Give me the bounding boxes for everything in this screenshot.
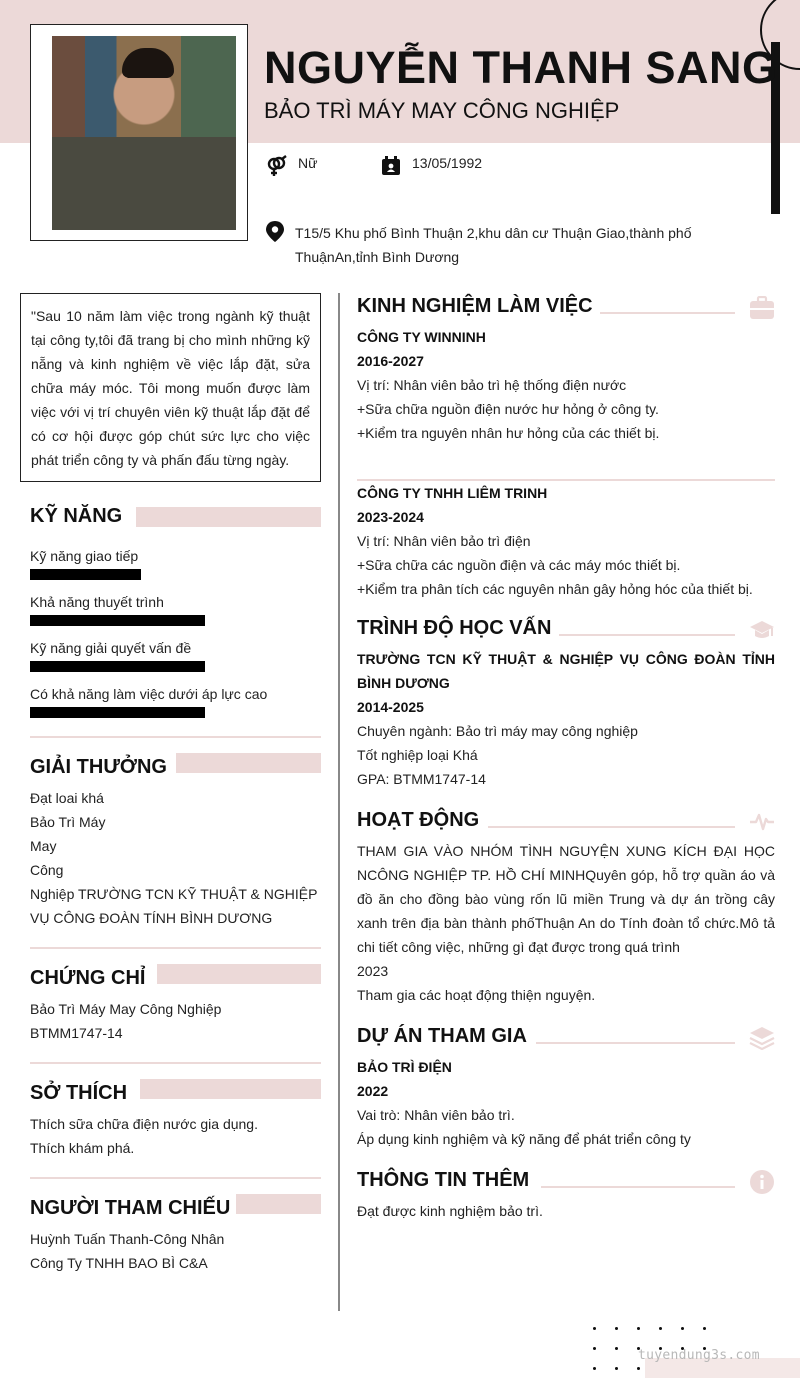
activities-section [357, 809, 775, 1007]
title-rule [488, 826, 735, 828]
skills-list [30, 545, 321, 718]
references-section [30, 1197, 321, 1275]
section-divider [30, 736, 321, 738]
decorative-dot [703, 1327, 706, 1330]
project-year: 2022 [357, 1083, 389, 1099]
briefcase-icon [749, 295, 775, 321]
title-accent-bar [136, 507, 321, 527]
decorative-dot [637, 1367, 640, 1370]
job-detail: +Sữa chữa các nguồn điện và các máy móc thiết bị. [357, 557, 681, 573]
decorative-dot [615, 1347, 618, 1350]
certificates-section [30, 967, 321, 1045]
activity-note: Tham gia các hoạt động thiện nguyện. [357, 987, 596, 1003]
decorative-dot [681, 1327, 684, 1330]
watermark: tuyendung3s.com [638, 1348, 760, 1363]
title-accent-bar [157, 964, 321, 984]
reference-item: Huỳnh Tuấn Thanh-Công Nhân [30, 1231, 225, 1247]
title-rule [541, 1186, 735, 1188]
job-detail: +Kiểm tra nguyên nhân hư hỏng của các thiết bị. [357, 425, 660, 441]
decorative-dot [637, 1327, 640, 1330]
career-objective: "Sau 10 năm làm việc trong ngành kỹ thuật tại công ty,tôi đã trang bị cho mình những kỹ nẵng và kinh nghiệm về việc lắp đặt, sửa chữa máy móc. Tôi mong muốn được làm việc với vị trí chuyên viên kỹ thuật lắp đặt để có cơ hội được góp chút sức lực cho việc phát triển công ty và phấn đấu từng ngày. [20, 293, 321, 482]
skills-section [30, 505, 321, 729]
job-detail: Vị trí: Nhân viên bảo trì hệ thống điện nước [357, 377, 627, 393]
skill-level-bar [30, 661, 205, 672]
decorative-dot [615, 1367, 618, 1370]
hobbies-section [30, 1082, 321, 1160]
award-item: May [30, 838, 57, 854]
awards-section [30, 756, 321, 930]
avatar [52, 36, 236, 230]
calendar-icon [380, 155, 402, 177]
decorative-dot [593, 1367, 596, 1370]
graduation-cap-icon [749, 617, 775, 643]
title-accent-bar [176, 753, 321, 773]
dob-info [380, 155, 482, 177]
experience-section [357, 295, 775, 445]
decorative-dot [593, 1347, 596, 1350]
address-value: T15/5 Khu phố Bình Thuận 2,khu dân cư Thuận Giao,thành phố ThuậnAn,tỉnh Bình Dương [295, 225, 692, 265]
job-period: 2023-2024 [357, 509, 424, 525]
section-title: TRÌNH ĐỘ HỌC VẤN [357, 617, 552, 639]
company-name: CÔNG TY WINNINH [357, 329, 486, 345]
section-divider [30, 947, 321, 949]
experience-job-2 [357, 481, 775, 601]
project-description: Áp dụng kinh nghiệm và kỹ năng để phát triển công ty [357, 1131, 691, 1147]
education-section [357, 617, 775, 791]
extra-info-section [357, 1169, 775, 1223]
title-accent-bar [140, 1079, 321, 1099]
title-rule [600, 312, 735, 314]
candidate-name: NGUYỄN THANH SANG [264, 42, 778, 93]
projects-section [357, 1025, 775, 1151]
skill-level-bar [30, 707, 205, 718]
skill-level-bar [30, 615, 205, 626]
title-rule [536, 1042, 735, 1044]
job-detail: Vị trí: Nhân viên bảo trì điện [357, 533, 531, 549]
job-detail: +Sữa chữa nguồn điện nước hư hỏng ở công ty. [357, 401, 659, 417]
section-title: KINH NGHIỆM LÀM VIỆC [357, 295, 593, 317]
section-title: HOẠT ĐỘNG [357, 809, 480, 831]
education-detail: Tốt nghiệp loại Khá [357, 747, 478, 763]
education-detail: GPA: BTMM1747-14 [357, 771, 486, 787]
skill-label: Có khả năng làm việc dưới áp lực cao [30, 686, 268, 702]
education-period: 2014-2025 [357, 699, 424, 715]
dob-value: 13/05/1992 [412, 155, 483, 171]
job-detail: +Kiểm tra phân tích các nguyên nhân gây hỏng hóc của thiết bị. [357, 581, 753, 597]
section-title: GIẢI THƯỞNG [30, 756, 167, 778]
section-title: KỸ NĂNG [30, 505, 123, 527]
layers-icon [749, 1025, 775, 1051]
hobby-item: Thích sữa chữa điện nước gia dụng. [30, 1116, 258, 1132]
award-item: Bảo Trì Máy [30, 814, 106, 830]
title-accent-bar [236, 1194, 321, 1214]
skill-label: Khả năng thuyết trình [30, 594, 164, 610]
decorative-dot [659, 1327, 662, 1330]
section-title: CHỨNG CHỈ [30, 967, 146, 989]
extra-info-text: Đạt được kinh nghiệm bảo trì. [357, 1203, 543, 1219]
column-divider [338, 293, 340, 1311]
activity-description: THAM GIA VÀO NHÓM TÌNH NGUYỆN XUNG KÍCH ĐẠI HỌC NCÔNG NGHIỆP TP. HỒ CHÍ MINHQuyên góp, hỗ trợ quần áo và đồ ăn cho đồng bào vùng rốn lũ miền Trung và dự án trồng cây xanh trên địa bàn thành phốThuận An do Tính đoàn tổ chức.Mô tả chi tiết công việc, những gì đạt được trong quá trình [357, 843, 775, 955]
certificate-item: Bảo Trì Máy May Công Nghiệp [30, 1001, 222, 1017]
activity-year: 2023 [357, 963, 389, 979]
decorative-dot [593, 1327, 596, 1330]
certificate-item: BTMM1747-14 [30, 1025, 123, 1041]
gender-info [266, 155, 317, 177]
info-icon [749, 1169, 775, 1195]
project-role: Vai trò: Nhân viên bảo trì. [357, 1107, 515, 1123]
education-detail: Chuyên ngành: Bảo trì máy may công nghiệp [357, 723, 638, 739]
skill-level-bar [30, 569, 141, 580]
pulse-icon [749, 809, 775, 835]
hobby-item: Thích khám phá. [30, 1140, 135, 1156]
decorative-dot [615, 1327, 618, 1330]
section-divider [30, 1177, 321, 1179]
section-divider [30, 1062, 321, 1064]
address-info [265, 221, 745, 269]
reference-item: Công Ty TNHH BAO BÌ C&A [30, 1255, 208, 1271]
section-title: NGƯỜI THAM CHIẾU [30, 1197, 231, 1219]
job-title: BẢO TRÌ MÁY MAY CÔNG NGHIỆP [264, 98, 620, 123]
section-title: THÔNG TIN THÊM [357, 1169, 530, 1191]
gender-value: Nữ [298, 155, 318, 171]
award-item: Công [30, 862, 64, 878]
section-title: SỞ THÍCH [30, 1082, 128, 1104]
award-item: Nghiệp TRƯỜNG TCN KỸ THUẬT & NGHIỆP VỤ CÔNG ĐOÀN TÍNH BÌNH DƯƠNG [30, 886, 318, 926]
title-rule [559, 634, 735, 636]
skill-label: Kỹ năng giải quyết vấn đề [30, 640, 192, 656]
award-item: Đạt loai khá [30, 790, 104, 806]
job-period: 2016-2027 [357, 353, 424, 369]
school-name: TRƯỜNG TCN KỸ THUẬT & NGHIỆP VỤ CÔNG ĐOÀN TỈNH BÌNH DƯƠNG [357, 651, 775, 691]
section-title: DỰ ÁN THAM GIA [357, 1025, 527, 1047]
location-icon [265, 221, 285, 243]
gender-icon [266, 155, 288, 177]
skill-label: Kỹ năng giao tiếp [30, 548, 139, 564]
project-name: BẢO TRÌ ĐIỆN [357, 1059, 452, 1075]
company-name: CÔNG TY TNHH LIÊM TRINH [357, 485, 548, 501]
